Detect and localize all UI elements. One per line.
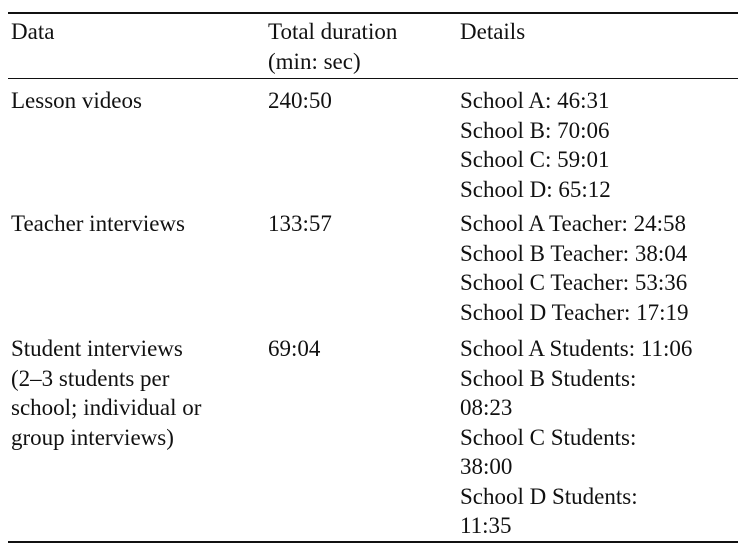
- row-data-label: Lesson videos: [11, 88, 142, 113]
- header-duration: Total duration (min: sec): [268, 19, 398, 74]
- row-data-label: Student interviews (2–3 students per school; individual or group interviews): [11, 336, 202, 450]
- header-details: Details: [460, 19, 526, 44]
- row-details: School A: 46:31 School B: 70:06 School C: 59:01 School D: 65:12: [460, 88, 611, 202]
- row-details: School A Students: 11:06 School B Students: 08:23 School C Students: 38:00 School D Students: 11:35: [460, 336, 693, 538]
- row-duration: 133:57: [268, 211, 332, 236]
- row-duration: 69:04: [268, 336, 321, 361]
- header-rule: [8, 78, 738, 79]
- row-details: School A Teacher: 24:58 School B Teacher: 38:04 School C Teacher: 53:36 School D Teacher: 17:19: [460, 211, 689, 325]
- row-duration: 240:50: [268, 88, 332, 113]
- row-data-label: Teacher interviews: [11, 211, 185, 236]
- top-rule: [8, 12, 738, 14]
- header-data: Data: [11, 19, 55, 44]
- bottom-rule: [8, 541, 738, 543]
